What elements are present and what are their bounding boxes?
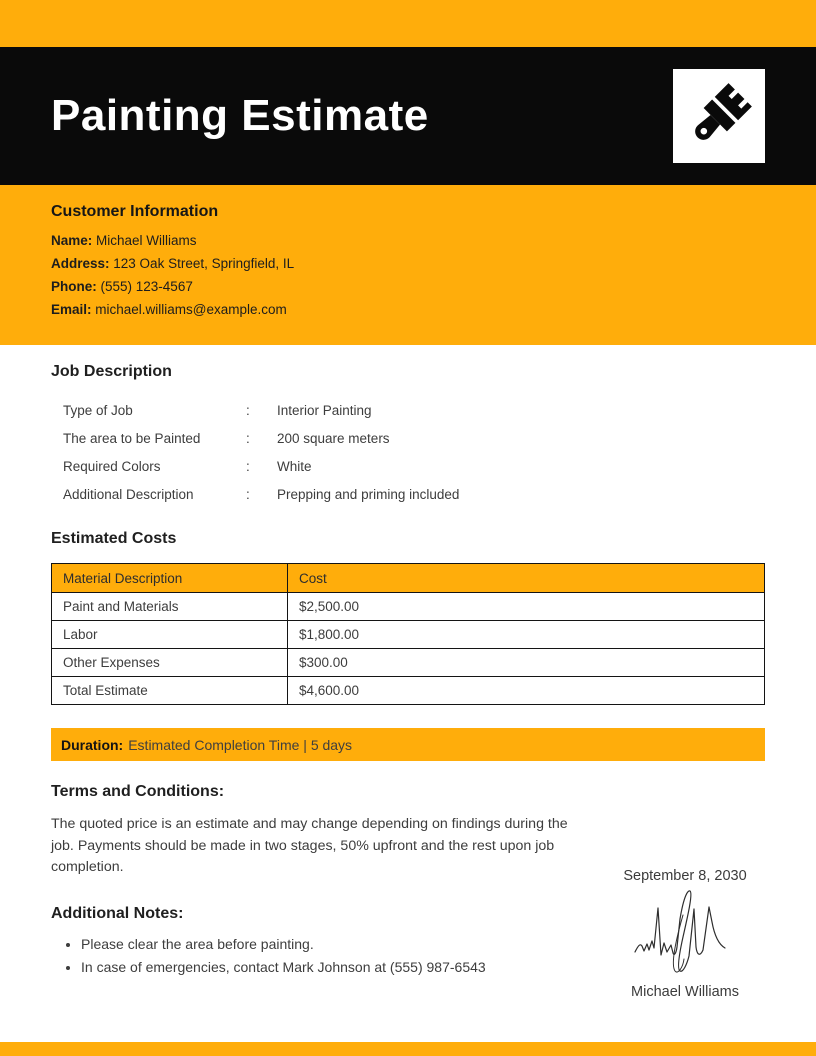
signature-date: September 8, 2030 <box>623 868 747 884</box>
signature-scribble <box>595 890 775 982</box>
document-header <box>0 47 816 185</box>
customer-information-section <box>0 185 816 345</box>
duration-label: Duration: <box>61 736 124 753</box>
customer-info-heading: Customer Information <box>51 203 219 220</box>
cell-cost: $300.00 <box>288 649 765 677</box>
customer-phone-value: (555) 123-4567 <box>100 279 193 294</box>
job-row-area: The area to be Painted : 200 square meters <box>63 430 390 446</box>
job-row-additional: Additional Description : Prepping and priming included <box>63 486 460 502</box>
table-row <box>52 649 765 677</box>
customer-name-label: Name: <box>51 233 93 248</box>
cell-cost: $2,500.00 <box>288 593 765 621</box>
paint-brush-icon <box>673 69 765 163</box>
estimated-costs-section <box>51 530 765 705</box>
top-accent-bar <box>0 0 816 47</box>
job-row-type: Type of Job : Interior Painting <box>63 402 372 418</box>
signature-block <box>595 868 775 1000</box>
list-item: • In case of emergencies, contact Mark Johnson at (555) 987-6543 <box>81 960 591 975</box>
estimated-costs-heading: Estimated Costs <box>51 530 177 547</box>
column-header-material: Material Description <box>52 564 288 593</box>
customer-address-value: 123 Oak Street, Springfield, IL <box>113 256 295 271</box>
terms-section <box>51 783 575 879</box>
job-description-heading: Job Description <box>51 363 172 380</box>
customer-phone-label: Phone: <box>51 279 97 294</box>
terms-body: The quoted price is an estimate and may change depending on findings during the job. Payments should be made in two stages, 50% upfront and the rest upon job completion. <box>51 816 568 876</box>
table-row <box>52 621 765 649</box>
cell-material: Total Estimate <box>52 677 288 705</box>
job-row-colors: Required Colors : White <box>63 458 312 474</box>
customer-address-label: Address: <box>51 256 110 271</box>
costs-table <box>51 563 765 705</box>
cell-material: Other Expenses <box>52 649 288 677</box>
job-description-section <box>51 363 765 508</box>
job-description-rows <box>51 396 765 508</box>
customer-address-line <box>51 257 765 272</box>
cell-material: Paint and Materials <box>52 593 288 621</box>
costs-table-header-row <box>52 564 765 593</box>
customer-name-line <box>51 234 765 249</box>
list-item: • Please clear the area before painting. <box>81 937 591 952</box>
table-row <box>52 677 765 705</box>
customer-phone-line <box>51 280 765 295</box>
cell-cost: $4,600.00 <box>288 677 765 705</box>
bottom-accent-bar <box>0 1042 816 1056</box>
duration-value: Estimated Completion Time | 5 days <box>128 736 353 753</box>
terms-heading: Terms and Conditions: <box>51 783 225 800</box>
customer-email-label: Email: <box>51 302 92 317</box>
column-header-cost: Cost <box>288 564 765 593</box>
signature-name: Michael Williams <box>631 984 739 1000</box>
cell-cost: $1,800.00 <box>288 621 765 649</box>
cell-material: Labor <box>52 621 288 649</box>
additional-notes-section <box>51 905 591 982</box>
customer-email-line <box>51 303 765 318</box>
customer-email-value: michael.williams@example.com <box>95 302 287 317</box>
page-title: Painting Estimate <box>51 91 429 140</box>
additional-notes-heading: Additional Notes: <box>51 905 184 922</box>
additional-notes-list <box>51 937 591 974</box>
table-row <box>52 593 765 621</box>
customer-name-value: Michael Williams <box>96 233 197 248</box>
duration-banner <box>51 728 765 761</box>
